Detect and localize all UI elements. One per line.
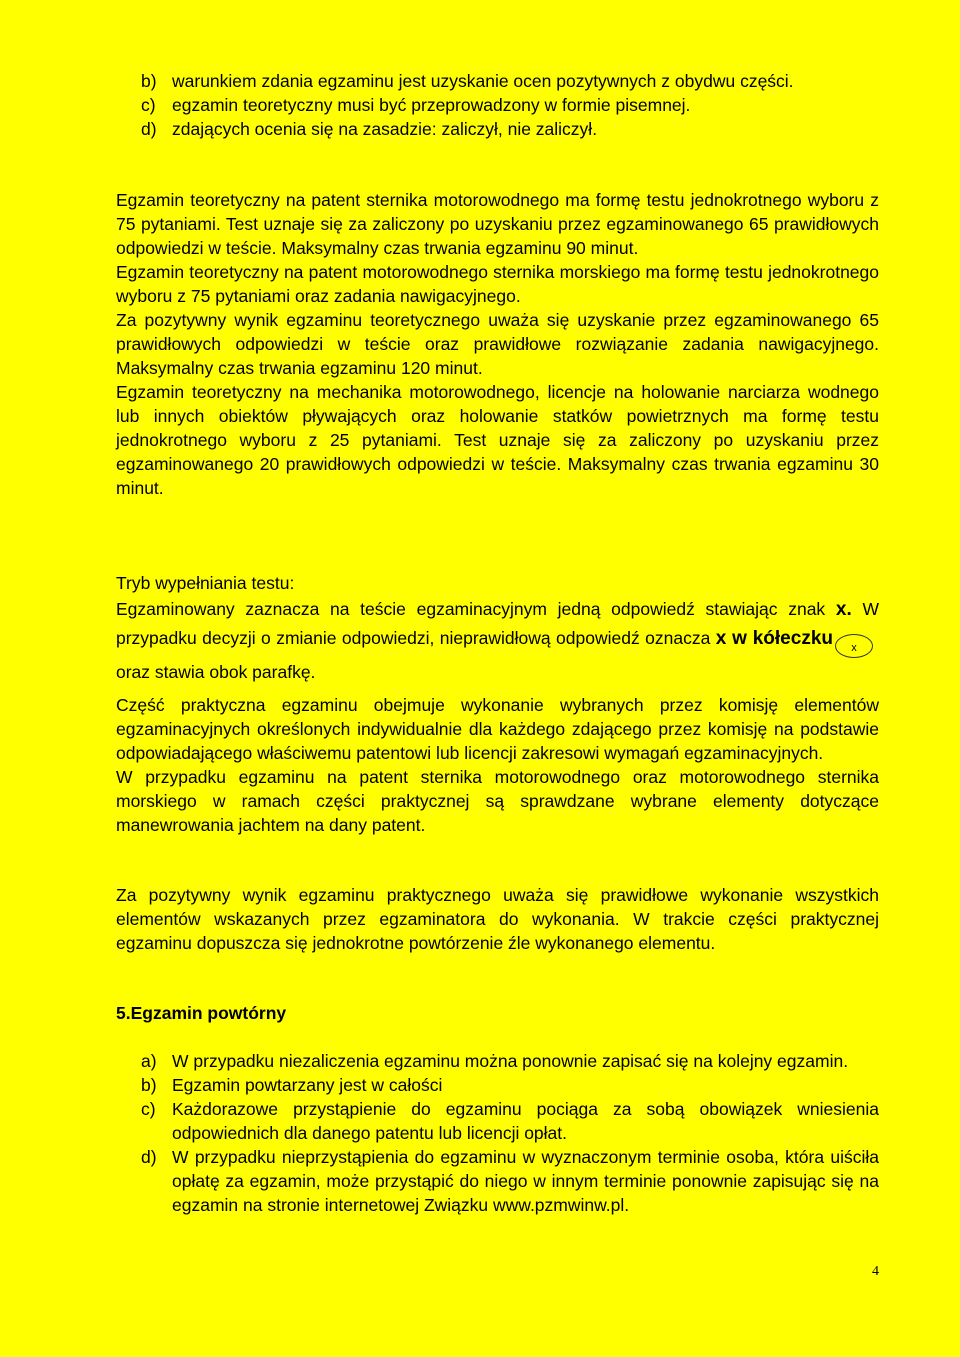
test-mode-section — [116, 571, 879, 687]
practical-paragraph-3: Za pozytywny wynik egzaminu praktycznego uważa się prawidłowe wykonanie wszystkich elementów wskazanych przez egzaminatora do wykonania. W trakcie części praktycznej egzaminu dopuszcza się jednokrotne powtórzenie źle wykonanego elementu. — [116, 885, 879, 953]
mark-x: x. — [835, 599, 852, 620]
list-item-text: W przypadku niezaliczenia egzaminu można ponownie zapisać się na kolejny egzamin. — [172, 1051, 849, 1071]
list-item-label: a) — [141, 1051, 157, 1071]
list-item — [141, 1049, 879, 1073]
list-item-label: c) — [141, 1099, 156, 1119]
theory-paragraph-2: Egzamin teoretyczny na patent motorowodnego sternika morskiego ma formę testu jednokrotnego wyboru z 75 pytaniami oraz zadania nawigacyjnego. — [116, 262, 879, 306]
test-mode-text-1: Egzaminowany zaznacza na teście egzaminacyjnym jedną odpowiedź stawiając znak — [116, 599, 836, 619]
theory-paragraph-3: Za pozytywny wynik egzaminu teoretycznego uważa się uzyskanie przez egzaminowanego 65 prawidłowych odpowiedzi w teście oraz prawidłowe rozwiązanie zadania nawigacyjnego. Maksymalny czas trwania egzaminu 120 minut. — [116, 310, 879, 378]
list-item-text: W przypadku nieprzystąpienia do egzaminu w wyznaczonym terminie osoba, która uiściła opłatę za egzamin, może przystąpić do niego w innym terminie ponownie zapisując się na egzamin na stronie internetowej Związku www.pzmwinw.pl. — [172, 1147, 879, 1215]
page-number: 4 — [872, 1264, 879, 1279]
retake-list — [141, 1049, 879, 1217]
list-item — [141, 1145, 879, 1217]
circled-x-icon: x — [835, 634, 873, 658]
practical-paragraph-2: W przypadku egzaminu na patent sternika motorowodnego oraz motorowodnego sternika morskiego w ramach części praktycznej są sprawdzane wybrane elementy dotyczące manewrowania jachtem na dany patent. — [116, 767, 879, 835]
list-item-label: d) — [141, 119, 157, 139]
test-mode-instructions — [116, 595, 879, 687]
list-item-label: b) — [141, 1075, 157, 1095]
practical-section — [116, 693, 879, 837]
list-item-text: egzamin teoretyczny musi być przeprowadzony w formie pisemnej. — [172, 95, 691, 115]
theory-paragraph-4: Egzamin teoretyczny na mechanika motorowodnego, licencje na holowanie narciarza wodnego lub innych obiektów pływających oraz holowanie statków powietrznych ma formę testu jednokrotnego wyboru z 25 pytaniami. Test uznaje się za zaliczony po uzyskaniu przez egzaminowanego 20 prawidłowych odpowiedzi w teście. Maksymalny czas trwania egzaminu 30 minut. — [116, 382, 879, 498]
list-item-label: d) — [141, 1147, 157, 1167]
list-item-text: zdających ocenia się na zasadzie: zaliczył, nie zaliczył. — [172, 119, 598, 139]
theory-paragraph-1: Egzamin teoretyczny na patent sternika motorowodnego ma formę testu jednokrotnego wyboru z 75 pytaniami. Test uznaje się za zaliczony po uzyskaniu przez egzaminowanego 65 prawidłowych odpowiedzi w teście. Maksymalny czas trwania egzaminu 90 minut. — [116, 190, 879, 258]
test-mode-text-2: W przypadku decyzji o zmianie odpowiedzi, nieprawidłową odpowiedź oznacza — [116, 599, 879, 648]
conditions-list — [141, 69, 879, 141]
test-mode-title: Tryb wypełniania testu: — [116, 573, 295, 593]
practical-result-section — [116, 883, 879, 955]
list-item — [141, 69, 879, 93]
list-item-text: warunkiem zdania egzaminu jest uzyskanie ocen pozytywnych z obydwu części. — [172, 71, 794, 91]
practical-paragraph-1: Część praktyczna egzaminu obejmuje wykonanie wybranych przez komisję elementów egzaminacyjnych określonych indywidualnie dla każdego zdającego przez komisję na podstawie odpowiadającego właściwemu patentowi lub licencji zakresowi wymagań egzaminacyjnych. — [116, 695, 879, 763]
list-item — [141, 117, 879, 141]
list-item-text: Egzamin powtarzany jest w całości — [172, 1075, 443, 1095]
section-heading: 5.Egzamin powtórny — [116, 1003, 287, 1023]
theory-exam-section — [116, 188, 879, 500]
list-item-label: b) — [141, 71, 157, 91]
test-mode-text-3: oraz stawia obok parafkę. — [116, 662, 316, 682]
list-item — [141, 93, 879, 117]
circle-phrase: x w kółeczku — [715, 628, 833, 649]
list-item — [141, 1073, 879, 1097]
list-item — [141, 1097, 879, 1145]
list-item-label: c) — [141, 95, 156, 115]
list-item-text: Każdorazowe przystąpienie do egzaminu pociąga za sobą obowiązek wniesienia odpowiednich dla danego patentu lub licencji opłat. — [172, 1099, 879, 1143]
